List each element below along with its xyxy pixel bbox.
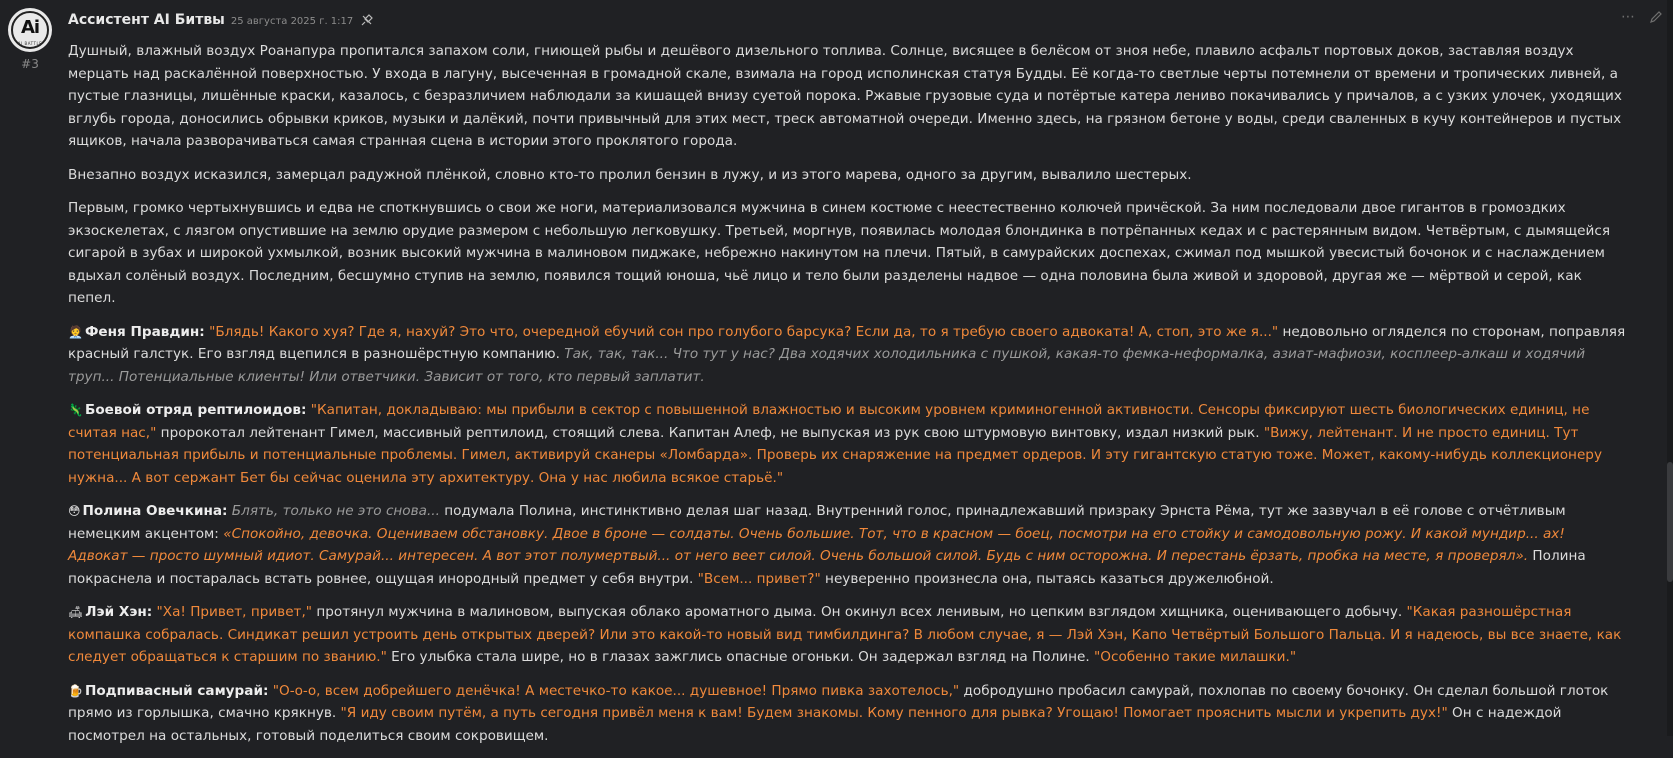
quote: "Вижу, лейтенант. И не просто единиц. Тут потенциальная прибыль и потенциальные проблемы. Гимел, активируй сканеры «Ломбарда». Проверь их снаряжение на предмет ордеров. И эту гигантскую статую тоже. Может, какому-нибудь коллекционеру нужна... А вот сержант Бет бы сейчас оценила эту архитектуру. Она у нас любила всякое старьё." [68,424,1602,486]
speaker-name: Феня Правдин: [84,323,205,340]
quote: "Всем... привет?" [697,570,821,587]
author-name[interactable]: Ассистент AI Битвы [68,12,225,28]
narration: пророкотал лейтенант Гимел, массивный рептилоид, стоящий слева. Капитан Алеф, не выпуская из рук свою штурмовую винтовку, издал низкий рык. [156,424,1264,441]
avatar[interactable] [8,8,52,52]
narration: неуверенно произнесла она, пытаясь казаться дружелюбной. [820,570,1274,587]
speaker-name: Боевой отряд рептилоидов: [84,402,307,418]
speaker-name: Подпивасный самурай: [84,682,269,699]
quote: "Какая разношёрстная компашка собралась. Синдикат решил устроить день открытых дверей? Или это какой-то новый вид тимбилдинга? В любом случае, я — Лэй Хэн, Капо Четвёртый Большого Пальца. И я надеюсь, вы все знаете, как следует обращаться к старшим по званию." [68,604,1622,665]
more-options-icon[interactable]: ⋯ [1621,9,1635,25]
blush-face-icon: 😳 [68,504,81,518]
paragraph-2: Внезапно воздух исказился, замерцал радужной плёнкой, словно кто-то пролил бензин в лужу, и из этого марева, одного за другим, вывалило шестерых. [68,166,1192,183]
speaker-name: Полина Овечкина: [82,503,228,519]
person-icon: 🧑‍💼 [68,324,83,339]
scrollbar-thumb[interactable] [1667,462,1673,582]
pin-icon [361,11,373,23]
dialogue-reptiles [68,399,1628,489]
quote: "Блядь! Какого хуя? Где я, нахуй? Это что, очередной ебучий сон про голубого барсука? Если да, то я требую своего адвоката! А, стоп, это же я..." [209,323,1279,340]
quote: "Капитан, докладываю: мы прибыли в сектор с повышенной влажностью и высоким уровнем криминогенной активности. Сенсоры фиксируют шесть биологических единиц, не считая нас," [68,402,1590,441]
dialogue-samurai [68,680,1628,748]
paragraph-1: Душный, влажный воздух Роанапура пропитался запахом соли, гниющей рыбы и дешёвого дизельного топлива. Солнце, висящее в белёсом от зноя небе, плавило асфальт портовых доков, заставляя воздух мерцать над раскалённой поверхностью. У входа в лагуну, высеченная в громадной скале, взимала на город исполинская статуя Будды. Её когда-то светлые черты потемнели от времени и тропических ливней, а пустые глазницы, лишённые краски, казалось, с безразличием наблюдали за кишащей внизу суетой порока. Ржавые грузовые суда и потёртые катера лениво покачивались у причалов, а с узких улочек, уходящих вглубь города, доносились обрывки криков, музыки и далёкий, почти привычный для этих мест, треск автоматной очереди. Именно здесь, на грязном бетоне у воды, среди сваленных в кучу контейнеров и пустых ящиков, начала разворачиваться самая странная сцена в истории этого проклятого города. [68,43,1622,149]
quote: "Я иду своим путём, а путь сегодня привёл меня к вам! Будем знакомы. Кому пенного для рывка? Угощаю! Помогает прояснить мысли и укрепить дух!" [340,705,1448,721]
message-toolbar [1621,10,1663,24]
dialogue-lei [68,601,1628,669]
dialogue-polina [68,500,1628,590]
narration: недовольно огляделся по сторонам, поправляя красный галстук. Его взгляд вцепился в разношёрстную компанию. [68,323,1626,362]
inner-voice: «Спокойно, девочка. Оцениваем обстановку. Двое в броне — солдаты. Очень большие. Тот, что в красном — боец, посмотри на его стойку и самодовольную рожу. И какой мундир... ах! Адвокат — просто шумный идиот. Самурай... интересен. А вот этот полумертвый... от него веет силой. Очень большой силой. Будь с ним осторожна. И перестань ёрзать, пробка на месте, я проверял». [68,525,1565,564]
thought: Блять, только не это снова... [227,503,440,519]
narration: подумала Полина, инстинктивно делая шаг назад. Внутренний голос, принадлежавший призраку Эрнста Рёма, тут же зазвучал в её голове с отчётливым немецким акцентом: [68,503,1566,542]
quote: "Ха! Привет, привет," [152,604,313,620]
lizard-icon: 🦎 [68,403,83,417]
thought: Так, так, так... Что тут у нас? Два ходячих холодильника с пушкой, какая-то фемка-неформалка, азиат-мафиози, косплеер-алкаш и ходячий труп... Потенциальные клиенты! Или ответчики. Зависит от того, кто первый заплатит. [68,346,1586,385]
beer-mug-icon: 🍺 [68,683,83,698]
dialogue-feng [68,321,1628,389]
edit-icon[interactable] [1649,10,1663,24]
avatar-text: Ai [20,16,40,38]
message-id: #3 [21,57,39,71]
narration: Он с надеждой посмотрел на остальных, готовый поделиться своим сокровищем. [68,705,1562,744]
narration: добродушно пробасил самурай, похлопав по своему бочонку. Он сделал большой глоток прямо из горлышка, смачно крякнув. [68,682,1609,721]
scrollbar[interactable] [1667,0,1673,736]
message-header [68,9,373,31]
narration: Его улыбка стала шире, но в глазах зажглись опасные огоньки. Он задержал взгляд на Полине. [386,649,1095,665]
timestamp: 25 августа 2025 г. 1:17 [230,16,354,27]
quote: "Особенно такие милашки." [1094,649,1297,665]
avatar-subtext: AI BATTLE [17,41,43,46]
avatar-column [6,8,54,71]
narration: Полина покраснела и постаралась встать ровнее, ощущая инородный предмет у себя внутри. [68,548,1586,587]
quote: "О-о-о, всем добрейшего денёчка! А местечко-то какое... душевное! Прямо пивка захотелось," [268,682,960,699]
narration: протянул мужчина в малиновом, выпуская облако ароматного дыма. Он окинул всех ленивым, но цепким взглядом хищника, оценивающего добычу. [312,604,1407,620]
paragraph-3: Первым, громко чертыхнувшись и едва не споткнувшись о свои же ноги, материализовался мужчина в синем костюме с неестественно колючей причёской. За ним последовали двое гигантов в громоздких экзоскелетах, с лязгом опустившие на землю орудие размером с небольшую легковушку. Третьей, моргнув, появилась молодая блондинка в потрёпанных кедах и с растерянным видом. Четвёртым, с дымящейся сигарой в зубах и широкой ухмылкой, возник высокий мужчина в малиновом пиджаке, небрежно накинутом на плечи. Пятый, в самурайских доспехах, сжимал под мышкой увесистый бочонок и с наслаждением вдыхал солёный воздух. Последним, бесшумно ступив на землю, появился тощий юноша, чьё лицо и тело были разделены надвое — одна половина была живой и здоровой, другая же — мёртвой и серой, как пепел. [68,200,1611,306]
speaker-name: Лэй Хэн: [85,604,153,620]
message-content [68,40,1628,758]
couch-icon: 🛋 [68,605,84,619]
